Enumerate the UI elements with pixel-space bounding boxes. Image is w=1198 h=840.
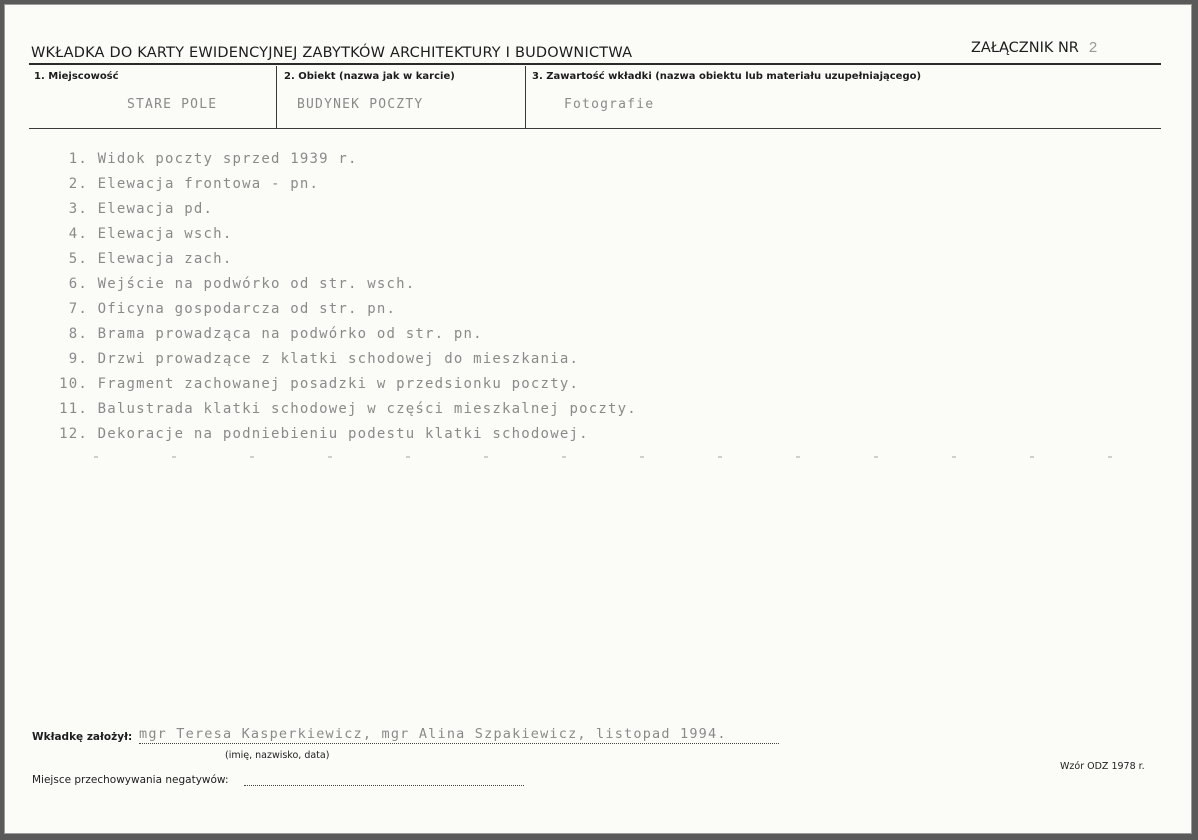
list-item-number: 3.: [68, 201, 88, 217]
field-divider-1: [276, 66, 277, 128]
photo-list: [44, 147, 637, 447]
list-item-text: Fragment zachowanej posadzki w przedsionku poczty.: [97, 376, 580, 392]
list-item-text: Drzwi prowadzące z klatki schodowej do mieszkania.: [97, 351, 580, 367]
list-item: [44, 297, 637, 322]
list-item: [44, 247, 637, 272]
list-item: [44, 347, 637, 372]
list-item-number: 7.: [68, 301, 88, 317]
list-item: [44, 322, 637, 347]
list-item-text: Elewacja frontowa - pn.: [97, 176, 320, 192]
author-underline: [139, 743, 779, 744]
field-value-locality: STARE POLE: [127, 97, 218, 112]
field-label-object: 2. Obiekt (nazwa jak w karcie): [284, 71, 455, 82]
list-item-text: Brama prowadząca na podwórko od str. pn.: [97, 326, 483, 342]
list-item-text: Elewacja wsch.: [97, 226, 233, 242]
list-item: [44, 197, 637, 222]
field-value-contents: Fotografie: [564, 97, 655, 112]
list-item: [44, 397, 637, 422]
negatives-label: Miejsce przechowywania negatywów:: [32, 774, 229, 786]
list-item: [44, 422, 637, 447]
list-item-number: 1.: [68, 151, 88, 167]
header-rule: [29, 63, 1161, 65]
annex-number: 2: [1088, 39, 1098, 56]
list-item-number: 9.: [68, 351, 88, 367]
list-item-number: 2.: [68, 176, 88, 192]
list-item-number: 12.: [59, 426, 88, 442]
form-mark: Wzór ODZ 1978 r.: [1060, 761, 1145, 772]
list-item: [44, 272, 637, 297]
list-item-number: 6.: [68, 276, 88, 292]
field-label-contents: 3. Zawartość wkładki (nazwa obiektu lub materiału uzupełniającego): [532, 71, 922, 82]
list-item-text: Balustrada klatki schodowej w części mieszkalnej poczty.: [97, 401, 637, 417]
list-item: [44, 147, 637, 172]
list-item: [44, 372, 637, 397]
list-item-text: Wejście na podwórko od str. wsch.: [97, 276, 416, 292]
field-divider-2: [525, 66, 526, 128]
annex-label-group: [971, 39, 1097, 56]
annex-label: ZAŁĄCZNIK NR: [971, 40, 1079, 56]
fields-bottom-rule: [29, 128, 1161, 129]
list-item: [44, 222, 637, 247]
list-item-number: 8.: [68, 326, 88, 342]
author-hint: (imię, nazwisko, data): [225, 750, 330, 761]
negatives-underline: [244, 785, 524, 786]
list-item: [44, 172, 637, 197]
list-item-number: 11.: [59, 401, 88, 417]
faded-typed-line: [94, 456, 1139, 458]
list-item-text: Widok poczty sprzed 1939 r.: [97, 151, 358, 167]
list-item-text: Dekoracje na podniebieniu podestu klatki schodowej.: [97, 426, 589, 442]
author-label: Wkładkę założył:: [32, 731, 133, 743]
list-item-number: 10.: [59, 376, 88, 392]
field-label-locality: 1. Miejscowość: [34, 71, 119, 82]
author-value: mgr Teresa Kasperkiewicz, mgr Alina Szpakiewicz, listopad 1994.: [139, 726, 727, 742]
list-item-number: 5.: [68, 251, 88, 267]
list-item-text: Oficyna gospodarcza od str. pn.: [97, 301, 397, 317]
list-item-number: 4.: [68, 226, 88, 242]
field-value-object: BUDYNEK POCZTY: [297, 97, 424, 112]
list-item-text: Elewacja pd.: [97, 201, 214, 217]
document-page: [4, 4, 1192, 834]
list-item-text: Elewacja zach.: [97, 251, 233, 267]
form-title: WKŁADKA DO KARTY EWIDENCYJNEJ ZABYTKÓW ARCHITEKTURY I BUDOWNICTWA: [31, 45, 633, 61]
